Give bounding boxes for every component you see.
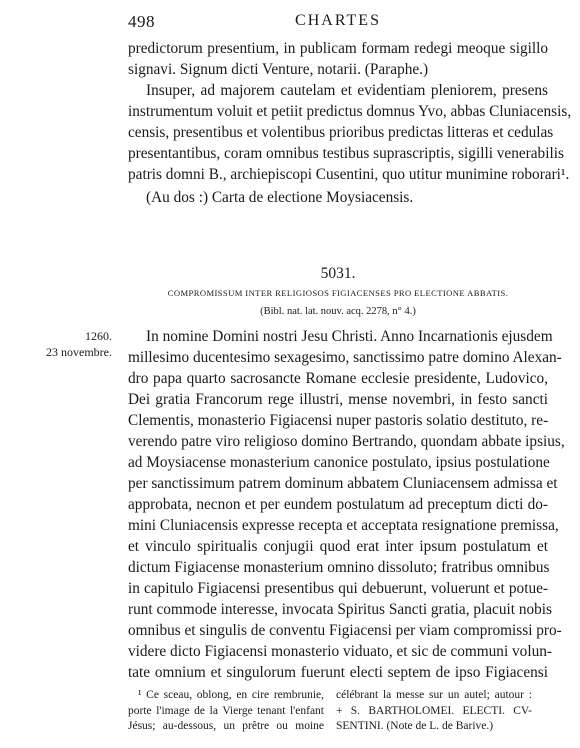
footnote-column-right <box>336 688 532 735</box>
page-number: 498 <box>128 12 155 31</box>
body-line: censis, presentibus et volentibus prioribus predictas litteras et cedulas <box>128 124 554 141</box>
body-line: Dei gratia Francorum rege illustri, mense novembri, in festo sancti <box>128 391 548 408</box>
body-line: videre dicto Figiacensi monasterio viduato, et sic de communi volun- <box>128 643 552 660</box>
body-line: omnibus et singulis de conventu Figiacensi per viam compromissi pro- <box>128 622 562 639</box>
footnote-line: SENTINI. (Note de L. de Barive.) <box>336 720 494 732</box>
body-line: dro papa quarto sacrosancte Romane ecclesie presidente, Ludovico, <box>128 370 548 387</box>
footnote-line: + S. BARTHOLOMEI. ELECTI. CV- <box>336 704 532 717</box>
document-number: 5031. <box>320 265 356 282</box>
body-line: per sanctissimum patrem dominum abbatem Cluniacensem admissa et <box>128 475 558 492</box>
body-line: mini Cluniacensis expresse recepta et acceptata resignatione premissa, <box>128 517 559 534</box>
body-line: Clementis, monasterio Figiacensi nuper pastoris solatio destituto, re- <box>128 412 549 429</box>
body-line: millesimo ducentesimo sexagesimo, sanctissimo patre domino Alexan- <box>128 349 562 366</box>
footnote-line: Jésus; au-dessous, un prêtre ou moine <box>128 720 324 732</box>
footnote-line: ¹ Ce sceau, oblong, en cire rembrunie, <box>138 689 324 701</box>
body-line: verendo patre viro religioso domino Bertrando, quondam abbate ipsius, <box>128 433 565 450</box>
footnote-line: célébrant la messe sur un autel; autour : <box>336 689 532 701</box>
endorsement-line: (Au dos :) Carta de electione Moysiacensis. <box>146 189 414 206</box>
body-line: instrumentum voluit et petiit predictus domnus Yvo, abbas Cluniacensis, <box>128 103 572 120</box>
document-source: (Bibl. nat. lat. nouv. acq. 2278, n° 4.) <box>260 306 416 317</box>
body-line: dictum Figiacense monasterium omnino dissoluto; fratribus omnibus <box>128 559 550 576</box>
footnotes <box>128 688 548 748</box>
body-line: Insuper, ad majorem cautelam et evidentiam pleniorem, presens <box>146 82 548 99</box>
body-line: et vinculo spiritualis conjugii quod erat inter ipsum postulatum et <box>128 538 548 555</box>
footnote-column-left <box>128 688 324 735</box>
margin-date: 23 novembre. <box>46 345 112 359</box>
body-line: runt commode interesse, invocata Spiritus Sancti gratia, placuit nobis <box>128 601 552 618</box>
body-line: presentantibus, coram omnibus testibus suprascriptis, sigilli venerabilis <box>128 145 564 162</box>
body-line: predictorum presentium, in publicam formam redegi meoque sigillo <box>128 40 548 57</box>
body-line: signavi. Signum dicti Venture, notarii. (Paraphe.) <box>128 61 429 78</box>
body-line: ad Moysiacense monasterium canonice postulato, ipsius postulatione <box>128 454 550 471</box>
running-title: CHARTES <box>295 12 381 29</box>
body-line: approbata, necnon et per eundem postulatum ad preceptum dicti do- <box>128 496 548 513</box>
body-line: in capitulo Figiacensi presentibus qui debuerunt, voluerunt et potue- <box>128 580 548 597</box>
margin-year: 1260. <box>85 329 112 343</box>
document-heading: COMPROMISSUM INTER RELIGIOSOS FIGIACENSES PRO ELECTIONE ABBATIS. <box>167 288 509 298</box>
footnote-line: porte l'image de la Vierge tenant l'enfant <box>128 704 324 717</box>
page-header <box>128 12 548 34</box>
body-line: In nomine Domini nostri Jesu Christi. Anno Incarnationis ejusdem <box>146 328 553 345</box>
body-line: tate omnium et singulorum fuerunt electi septem de ipso Figiacensi <box>128 664 548 681</box>
body-line: patris domni B., archiepiscopi Cusentini, quo utitur munimine roborari¹. <box>128 166 570 183</box>
